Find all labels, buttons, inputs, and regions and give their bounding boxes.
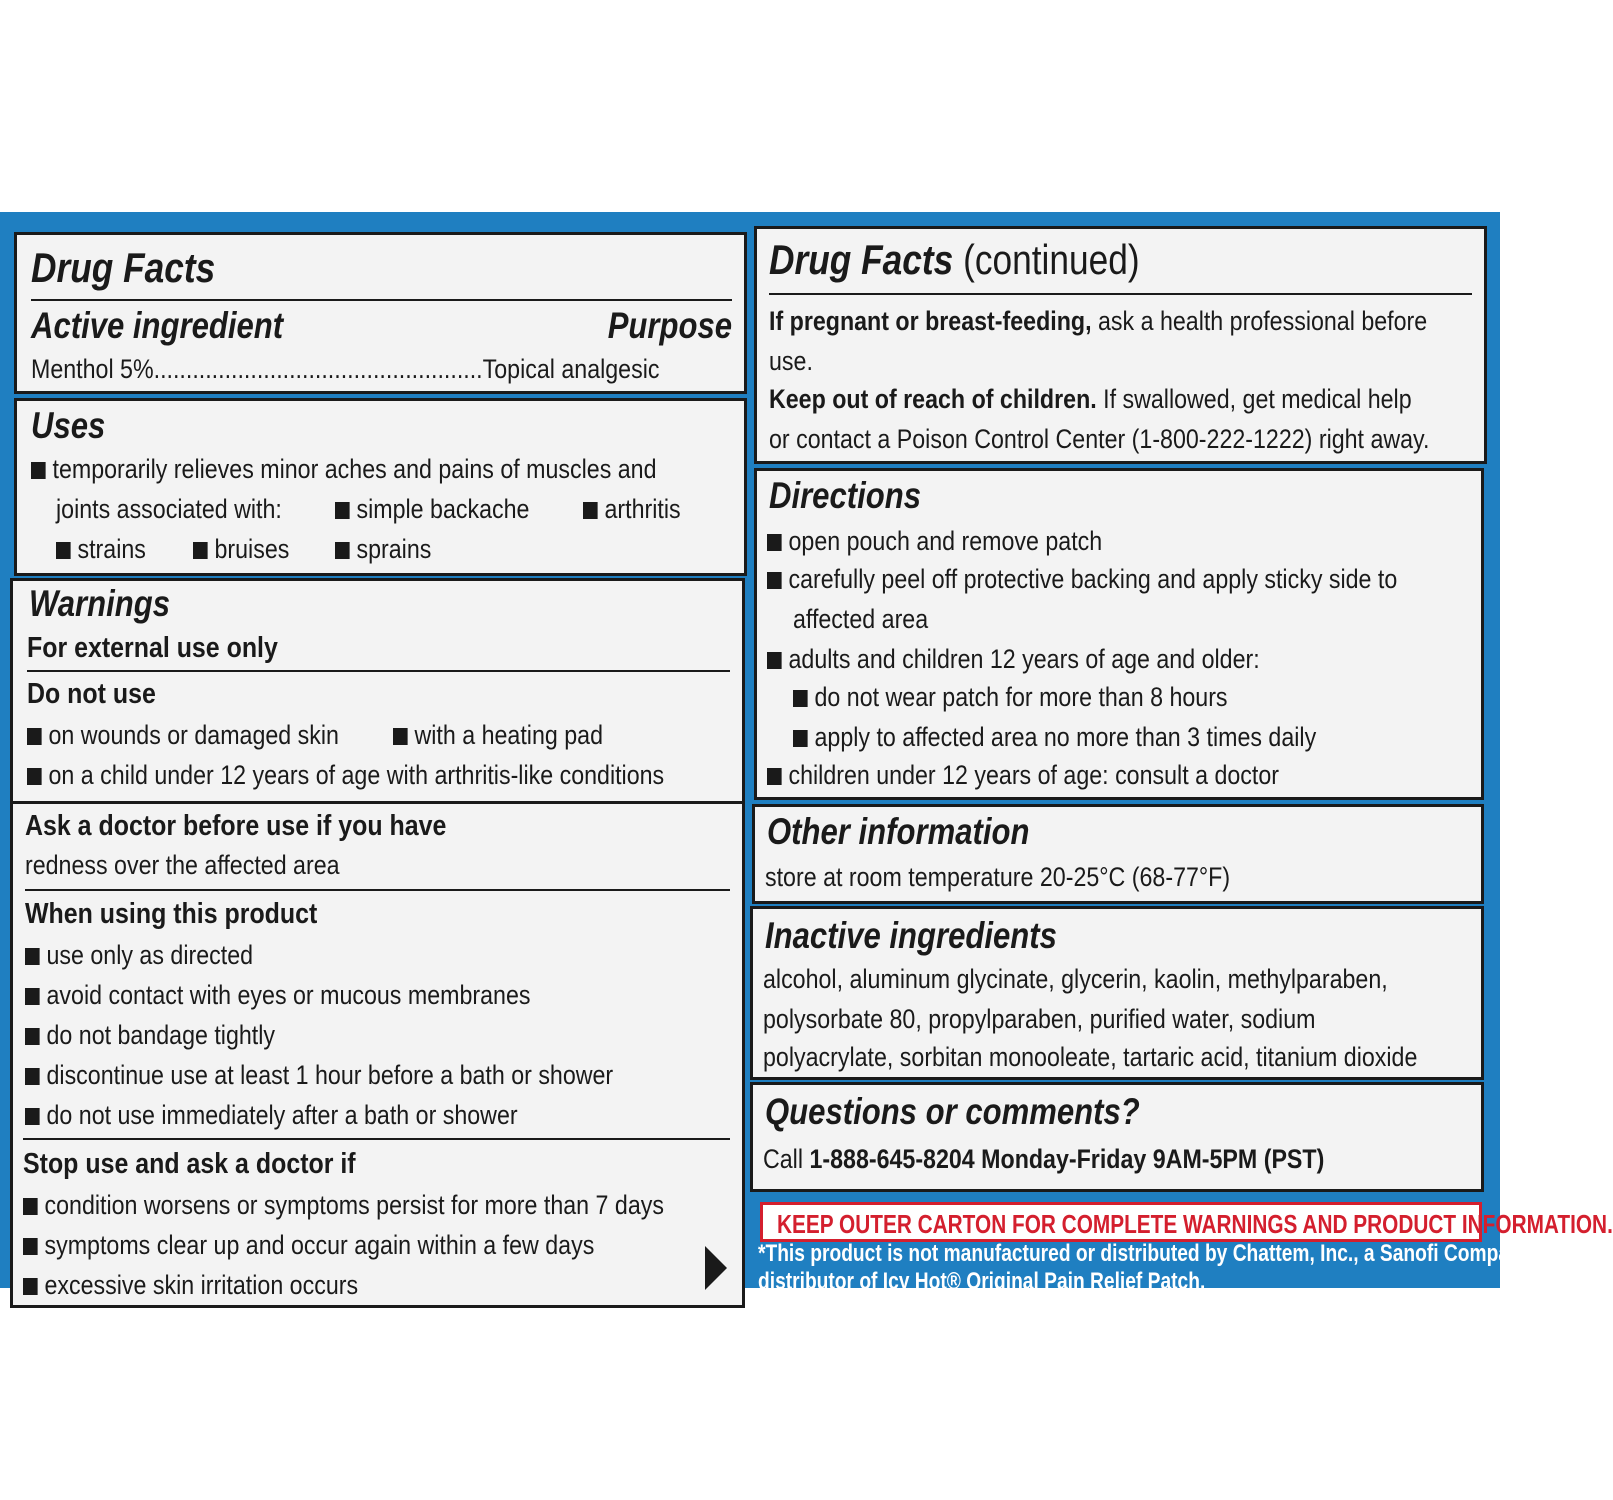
- pregnancy-panel: [754, 226, 1487, 464]
- bullet-icon: [25, 1068, 40, 1085]
- bullet-icon: [27, 768, 42, 785]
- directions-subitem: do not wear patch for more than 8 hours: [793, 681, 1228, 713]
- bullet-icon: [31, 462, 46, 479]
- keep-out-of-reach-cont: or contact a Poison Control Center (1-800-222-1222) right away.: [769, 424, 1430, 454]
- stop-use-heading: Stop use and ask a doctor if: [23, 1148, 356, 1180]
- purpose-heading: Purpose: [607, 305, 732, 346]
- bullet-icon: [25, 948, 40, 965]
- carton-background: [0, 212, 1613, 1300]
- ask-doctor-heading: Ask a doctor before use if you have: [25, 810, 447, 842]
- when-using-item: avoid contact with eyes or mucous membranes: [25, 979, 530, 1011]
- keep-out-of-reach: Keep out of reach of children. If swallowed, get medical help: [769, 384, 1412, 414]
- bullet-icon: [193, 542, 208, 559]
- when-using-item: do not bandage tightly: [25, 1019, 275, 1051]
- active-ingredient-line: Menthol 5%...................................................Topical analgesic: [31, 354, 660, 384]
- other-information-panel: [752, 804, 1484, 904]
- disclaimer-line2: distributor of Icy Hot® Original Pain Relief Patch.: [758, 1268, 1206, 1295]
- bullet-icon: [767, 768, 782, 785]
- bullet-icon: [335, 542, 350, 559]
- bullet-icon: [335, 502, 350, 519]
- stop-use-item: symptoms clear up and occur again within a few days: [23, 1229, 594, 1261]
- questions-panel: [750, 1082, 1484, 1192]
- divider: [25, 889, 730, 891]
- external-use-heading: For external use only: [27, 632, 278, 664]
- active-ingredient-heading: Active ingredient: [31, 305, 284, 346]
- uses-item: arthritis: [583, 493, 681, 525]
- do-not-use-item: on a child under 12 years of age with arthritis-like conditions: [27, 759, 664, 791]
- inactive-ingredients-line: polyacrylate, sorbitan monooleate, tartaric acid, titanium dioxide: [763, 1042, 1418, 1072]
- drug-facts-title: Drug Facts: [31, 244, 216, 291]
- uses-panel: [14, 398, 747, 576]
- keep-carton-notice: [760, 1202, 1613, 1242]
- uses-item: bruises: [193, 533, 289, 565]
- bullet-icon: [767, 652, 782, 669]
- bullet-icon: [56, 542, 71, 559]
- directions-item: children under 12 years of age: consult a doctor: [767, 759, 1279, 791]
- when-using-item: do not use immediately after a bath or shower: [25, 1099, 518, 1131]
- bullet-icon: [767, 572, 782, 589]
- directions-item: open pouch and remove patch: [767, 525, 1102, 557]
- divider: [13, 801, 742, 804]
- bullet-icon: [25, 1028, 40, 1045]
- uses-item: simple backache: [335, 493, 529, 525]
- warnings-heading: Warnings: [29, 583, 171, 624]
- when-using-item: discontinue use at least 1 hour before a bath or shower: [25, 1059, 613, 1091]
- divider: [23, 1138, 730, 1140]
- divider: [769, 293, 1472, 295]
- divider: [27, 670, 730, 672]
- pregnancy-warning: If pregnant or breast-feeding, ask a health professional before: [769, 306, 1428, 336]
- contact-line: Call 1-888-645-8204 Monday-Friday 9AM-5PM (PST): [763, 1144, 1325, 1174]
- pregnancy-warning-cont: use.: [769, 346, 813, 376]
- bullet-icon: [23, 1198, 38, 1215]
- stop-use-item: excessive skin irritation occurs: [23, 1269, 358, 1301]
- directions-item: adults and children 12 years of age and older:: [767, 643, 1260, 675]
- other-information-heading: Other information: [767, 811, 1030, 852]
- uses-item: strains: [56, 533, 146, 565]
- disclaimer-line1: *This product is not manufactured or distributed by Chattem, Inc., a Sanofi Company,: [758, 1240, 1536, 1267]
- bullet-icon: [25, 988, 40, 1005]
- bullet-icon: [25, 1108, 40, 1125]
- storage-text: store at room temperature 20-25°C (68-77°F): [765, 862, 1231, 892]
- directions-item: carefully peel off protective backing and apply sticky side to: [767, 563, 1397, 595]
- inactive-ingredients-line: alcohol, aluminum glycinate, glycerin, kaolin, methylparaben,: [763, 964, 1388, 994]
- warnings-panel: [10, 578, 745, 1308]
- do-not-use-heading: Do not use: [27, 678, 156, 710]
- bullet-icon: [767, 534, 782, 551]
- directions-panel: [754, 468, 1484, 800]
- do-not-use-item: with a heating pad: [393, 719, 603, 751]
- uses-line2: joints associated with:: [56, 494, 282, 524]
- uses-heading: Uses: [31, 405, 106, 446]
- uses-line1: temporarily relieves minor aches and pains of muscles and: [31, 453, 657, 485]
- inactive-ingredients-line: polysorbate 80, propylparaben, purified water, sodium: [763, 1004, 1316, 1034]
- directions-heading: Directions: [769, 475, 921, 516]
- directions-subitem: apply to affected area no more than 3 times daily: [793, 721, 1316, 753]
- divider: [31, 299, 732, 301]
- inactive-ingredients-heading: Inactive ingredients: [765, 915, 1057, 956]
- bullet-icon: [583, 502, 598, 519]
- questions-heading: Questions or comments?: [765, 1091, 1140, 1132]
- bullet-icon: [793, 730, 808, 747]
- bullet-icon: [27, 728, 42, 745]
- bullet-icon: [793, 690, 808, 707]
- drug-facts-continued-title: Drug Facts (continued): [769, 236, 1140, 283]
- when-using-heading: When using this product: [25, 898, 318, 930]
- stop-use-item: condition worsens or symptoms persist for more than 7 days: [23, 1189, 664, 1221]
- keep-carton-text: KEEP OUTER CARTON FOR COMPLETE WARNINGS AND PRODUCT INFORMATION.: [777, 1209, 1613, 1239]
- continue-arrow-icon: [705, 1246, 727, 1290]
- active-ingredient-panel: [14, 232, 747, 394]
- when-using-item: use only as directed: [25, 939, 253, 971]
- bullet-icon: [393, 728, 408, 745]
- inactive-ingredients-panel: [750, 906, 1484, 1080]
- uses-item: sprains: [335, 533, 431, 565]
- do-not-use-item: on wounds or damaged skin: [27, 719, 339, 751]
- bullet-icon: [23, 1278, 38, 1295]
- directions-item-cont: affected area: [793, 604, 929, 634]
- ask-doctor-text: redness over the affected area: [25, 850, 340, 880]
- bullet-icon: [23, 1238, 38, 1255]
